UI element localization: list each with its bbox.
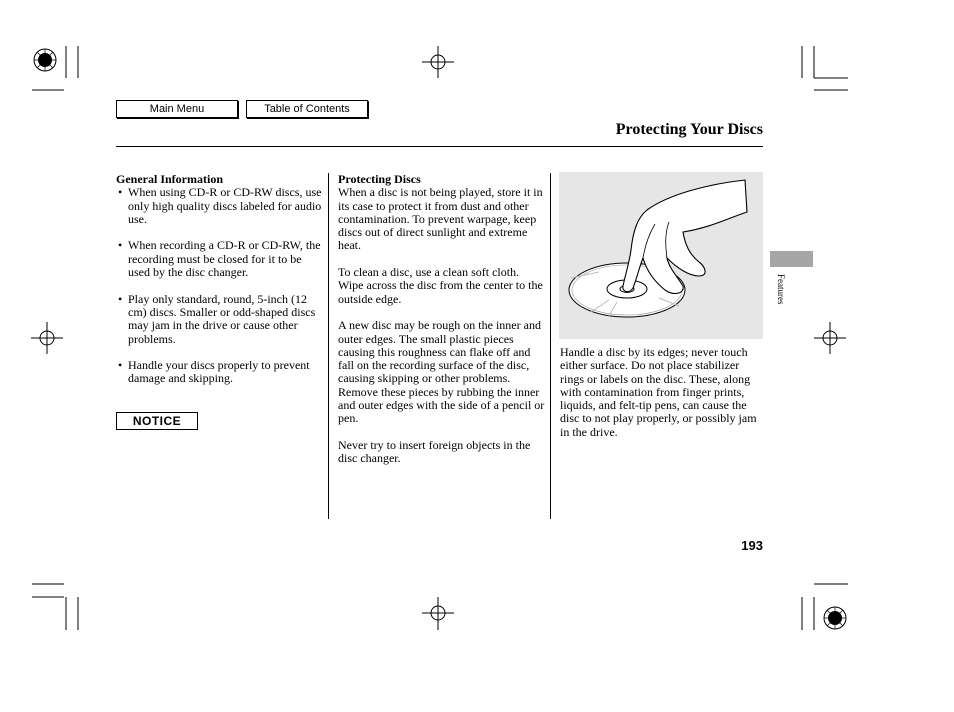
column-divider xyxy=(328,173,329,519)
paragraph: When a disc is not being played, store it in its case to protect it from dust and other contamination. To prevent warpage, keep discs out of direct sunlight and extreme heat. xyxy=(338,185,543,253)
protecting-discs-column xyxy=(338,173,546,479)
hand-holding-disc-icon xyxy=(559,172,763,339)
bullet-text: When using CD-R or CD-RW discs, use only high quality discs labeled for audio use. xyxy=(128,185,322,226)
bullet-icon: • xyxy=(118,358,123,373)
bullet-icon: • xyxy=(118,291,123,306)
paragraph: Never try to insert foreign objects in the disc changer. xyxy=(338,437,531,466)
page-title: Protecting Your Discs xyxy=(615,121,763,138)
notice-badge[interactable]: NOTICE xyxy=(116,412,198,430)
section-tab-label: Features xyxy=(776,274,786,305)
list-item xyxy=(116,359,324,386)
general-information-column xyxy=(116,173,324,399)
disc-handling-illustration xyxy=(559,172,763,339)
paragraph: To clean a disc, use a clean soft cloth. Wipe across the disc from the center to the outside edge. xyxy=(338,265,543,306)
list-item xyxy=(116,239,324,279)
list-item xyxy=(116,186,324,226)
handling-caption xyxy=(560,346,764,452)
main-menu-button[interactable]: Main Menu xyxy=(116,100,238,118)
bullet-icon: • xyxy=(118,185,123,200)
protecting-discs-heading: Protecting Discs xyxy=(338,172,421,186)
column-divider xyxy=(550,173,551,519)
caption-text: Handle a disc by its edges; never touch either surface. Do not place stabilizer rings or labels on the disc. These, along with contamination from finger prints, liquids, and felt-tip pens, can cause the disc to not play properly, or possibly jam in the drive. xyxy=(560,345,757,439)
bullet-text: Handle your discs properly to prevent damage and skipping. xyxy=(128,358,310,386)
section-tab[interactable] xyxy=(770,251,813,267)
bullet-icon: • xyxy=(118,238,123,253)
paragraph: A new disc may be rough on the inner and outer edges. The small plastic pieces causing this roughness can flake off and fall on the recording surface of the disc, causing skipping or other problems. Remove these pieces by rubbing the inner and outer edges with the side of a pencil or pen. xyxy=(338,318,545,426)
bullet-text: Play only standard, round, 5-inch (12 cm) discs. Smaller or odd-shaped discs may jam in the drive or cause other problems. xyxy=(128,291,316,346)
list-item xyxy=(116,293,324,346)
title-rule xyxy=(116,146,763,147)
bullet-text: When recording a CD-R or CD-RW, the recording must be closed for it to be used by the disc changer. xyxy=(128,238,321,280)
general-information-heading: General Information xyxy=(116,172,223,186)
table-of-contents-button[interactable]: Table of Contents xyxy=(246,100,368,118)
page-number: 193 xyxy=(741,538,763,553)
